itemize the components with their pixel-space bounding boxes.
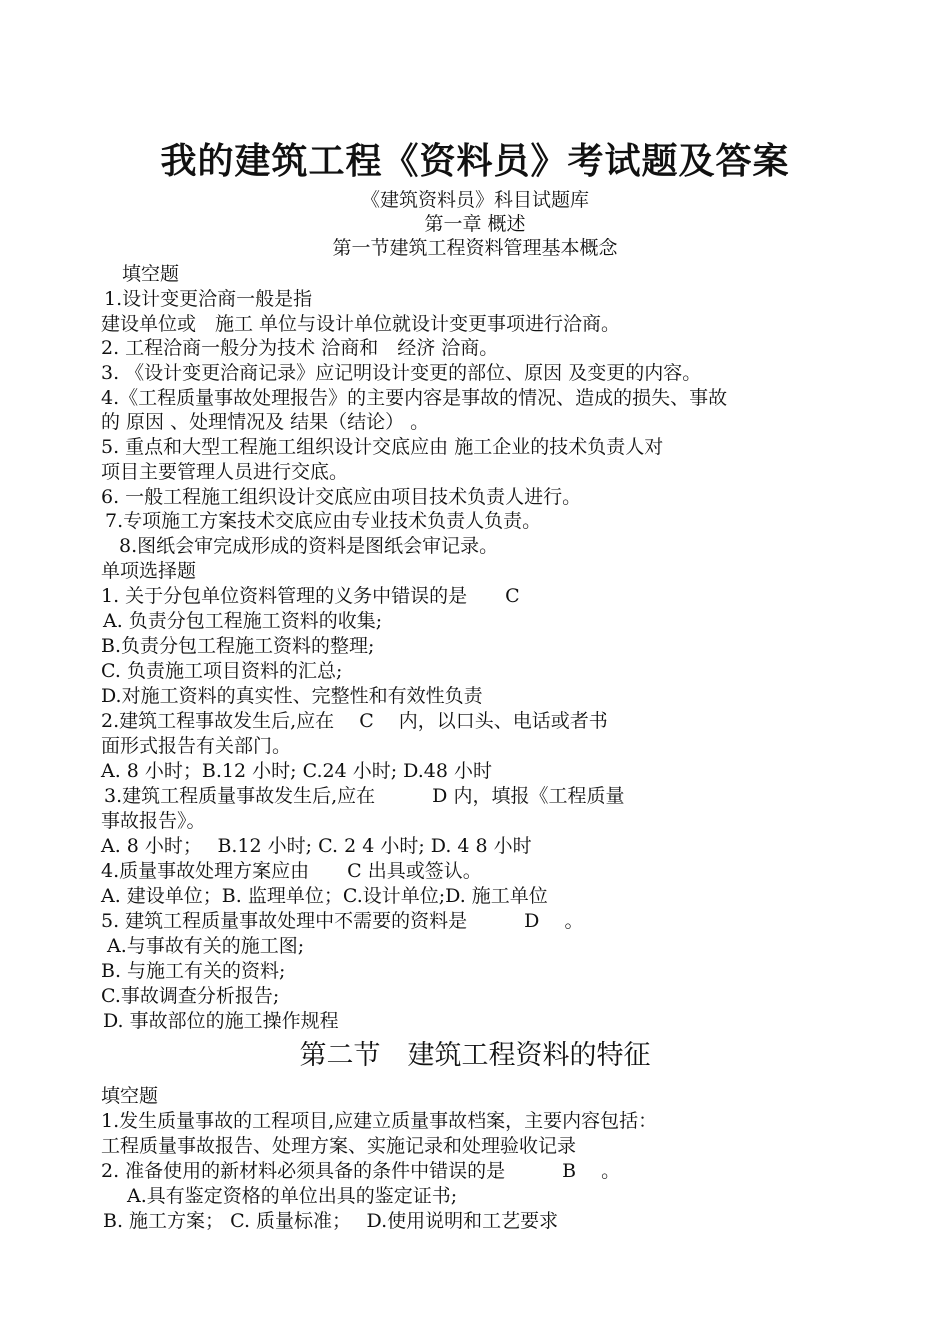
fill-item-line: 5. 重点和大型工程施工组织设计交底应由 施工企业的技术负责人对 <box>101 436 664 458</box>
fill-item-line: 8.图纸会审完成形成的资料是图纸会审记录。 <box>119 535 499 557</box>
choice-item-line: B. 与施工有关的资料; <box>101 960 286 982</box>
section-2-item-line: A.具有鉴定资格的单位出具的鉴定证书; <box>127 1185 458 1207</box>
choice-item-line: A. 8 小时；B.12 小时; C.24 小时; D.48 小时 <box>101 760 492 782</box>
fill-item-line: 2. 工程洽商一般分为技术 洽商和 经济 洽商。 <box>101 337 499 359</box>
choice-item-line: 事故报告》。 <box>101 810 206 832</box>
choice-item-line: 1. 关于分包单位资料管理的义务中错误的是 C <box>101 585 520 607</box>
fill-item-line: 6. 一般工程施工组织设计交底应由项目技术负责人进行。 <box>101 486 582 508</box>
chapter-heading: 第一章 概述 <box>424 213 526 235</box>
section-2-item-line: B. 施工方案； C. 质量标准； D.使用说明和工艺要求 <box>103 1210 559 1232</box>
fill-item-line: 建设单位或 施工 单位与设计单位就设计变更事项进行洽商。 <box>101 313 621 335</box>
fill-in-heading: 填空题 <box>101 1085 159 1107</box>
choice-item-line: 2.建筑工程事故发生后,应在 C 内，以口头、电话或者书 <box>101 710 608 732</box>
choice-item-line: A. 8 小时； B.12 小时; C. 2 4 小时; D. 4 8 小时 <box>101 835 532 857</box>
choice-item-line: D. 事故部位的施工操作规程 <box>103 1010 339 1032</box>
choice-item-line: 5. 建筑工程质量事故处理中不需要的资料是 D 。 <box>101 910 584 932</box>
choice-item-line: D.对施工资料的真实性、完整性和有效性负责 <box>101 685 483 707</box>
fill-item-line: 7.专项施工方案技术交底应由专业技术负责人负责。 <box>105 510 542 532</box>
fill-item-line: 1.设计变更洽商一般是指 <box>104 288 313 310</box>
section-2-item-line: 2. 准备使用的新材料必须具备的条件中错误的是 B 。 <box>101 1160 621 1182</box>
section-2-item-line: 1.发生质量事故的工程项目,应建立质量事故档案，主要内容包括： <box>101 1110 658 1132</box>
choice-item-line: C.事故调查分析报告; <box>101 985 280 1007</box>
section-2-item-line: 工程质量事故报告、处理方案、实施记录和处理验收记录 <box>101 1135 577 1157</box>
choice-item-line: C. 负责施工项目资料的汇总; <box>101 660 343 682</box>
choice-item-line: A.与事故有关的施工图; <box>107 935 305 957</box>
single-choice-heading: 单项选择题 <box>101 560 197 582</box>
section-1-heading: 第一节建筑工程资料管理基本概念 <box>332 237 618 259</box>
choice-item-line: 面形式报告有关部门。 <box>101 735 292 757</box>
choice-item-line: A. 负责分包工程施工资料的收集; <box>103 610 383 632</box>
document-title: 我的建筑工程《资料员》考试题及答案 <box>160 141 790 182</box>
fill-item-line: 的 原因 、处理情况及 结果（结论） 。 <box>101 411 430 433</box>
fill-item-line: 3. 《设计变更洽商记录》应记明设计变更的部位、原因 及变更的内容。 <box>101 362 702 384</box>
choice-item-line: 3.建筑工程质量事故发生后,应在 D 内，填报《工程质量 <box>104 785 625 807</box>
document-subtitle: 《建筑资料员》科目试题库 <box>360 189 589 211</box>
section-2-heading: 第二节 建筑工程资料的特征 <box>299 1040 651 1071</box>
fill-in-heading: 填空题 <box>122 263 180 285</box>
choice-item-line: A. 建设单位；B. 监理单位；C.设计单位;D. 施工单位 <box>101 885 548 907</box>
fill-item-line: 4.《工程质量事故处理报告》的主要内容是事故的情况、造成的损失、事故 <box>101 387 728 409</box>
choice-item-line: B.负责分包工程施工资料的整理; <box>101 635 375 657</box>
choice-item-line: 4.质量事故处理方案应由 C 出具或签认。 <box>101 860 482 882</box>
fill-item-line: 项目主要管理人员进行交底。 <box>101 461 349 483</box>
